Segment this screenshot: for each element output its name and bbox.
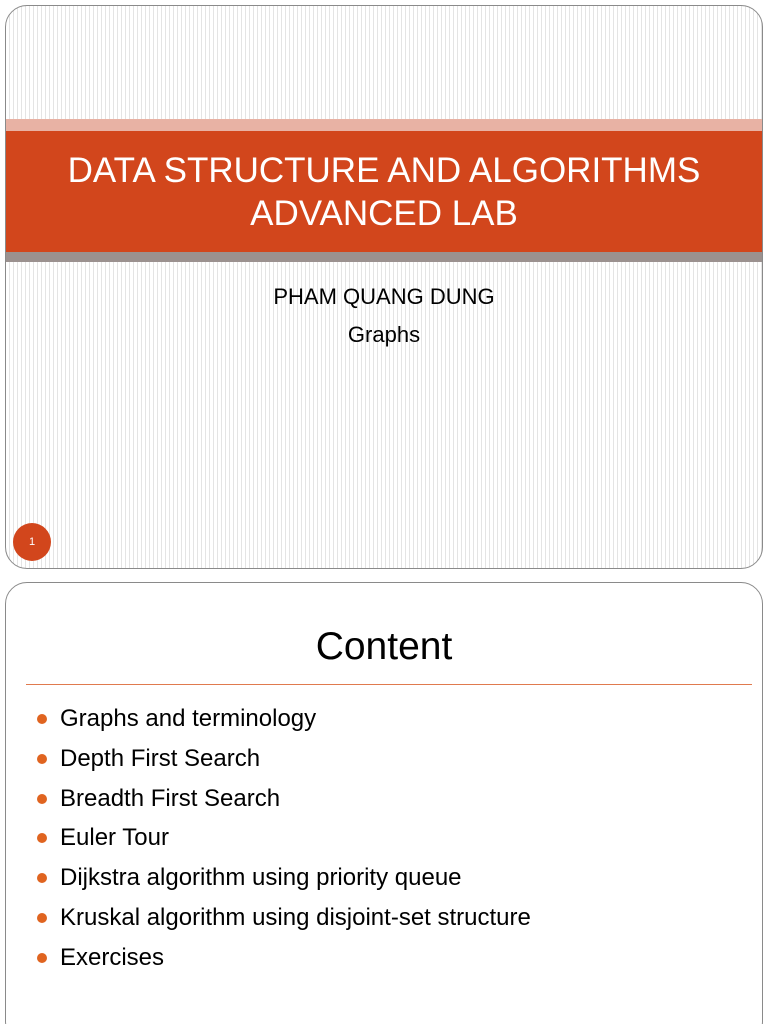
title-band-top-stripe: [6, 119, 762, 131]
list-item-text: Kruskal algorithm using disjoint-set structure: [60, 903, 531, 931]
slide-title: [68, 149, 701, 235]
bullet-list: [36, 699, 531, 978]
list-item: [36, 779, 531, 819]
list-item-text: Dijkstra algorithm using priority queue: [60, 864, 462, 892]
list-item: [36, 699, 531, 739]
slide-topic: Graphs: [347, 322, 421, 347]
slide-title-line-1: DATA STRUCTURE AND ALGORITHMS: [67, 150, 701, 190]
list-item: [36, 898, 531, 938]
bullet-icon: [37, 794, 47, 804]
slide-subtitle: [6, 278, 762, 354]
bullet-icon: [37, 833, 47, 843]
list-item-text: Euler Tour: [60, 824, 169, 852]
slide-number-badge: 1: [13, 523, 51, 561]
title-slide: [5, 5, 763, 569]
bullet-icon: [37, 953, 47, 963]
bullet-icon: [37, 913, 47, 923]
title-divider: [26, 684, 752, 685]
slide-title-line-2: ADVANCED LAB: [250, 193, 518, 233]
list-item: [36, 938, 531, 978]
list-item-text: Breadth First Search: [60, 784, 281, 812]
bullet-icon: [37, 754, 47, 764]
content-slide: [5, 582, 763, 1024]
list-item: [36, 818, 531, 858]
list-item: [36, 858, 531, 898]
title-band-bottom-stripe: [6, 252, 762, 262]
author-name: PHAM QUANG DUNG: [273, 284, 495, 309]
title-band: [6, 131, 762, 252]
content-slide-title: Content: [315, 625, 453, 668]
bullet-icon: [37, 714, 47, 724]
list-item-text: Exercises: [60, 943, 165, 971]
list-item-text: Graphs and terminology: [60, 705, 317, 732]
list-item: [36, 739, 531, 779]
bullet-icon: [37, 873, 47, 883]
list-item-text: Depth First Search: [60, 744, 261, 772]
